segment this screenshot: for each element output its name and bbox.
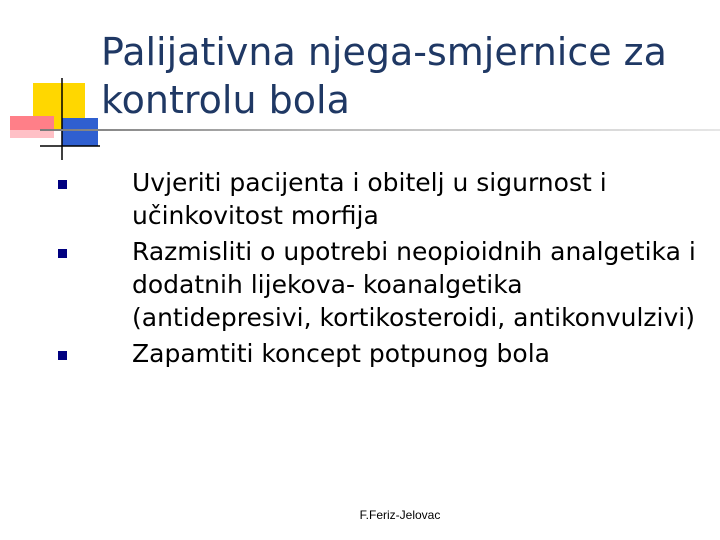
bullet-text: Razmisliti o upotrebi neopioidnih analgetika i dodatnih lijekova- koanalgetika (antidepresivi, kortikosteroidi, antikonvulzivi) bbox=[132, 237, 696, 332]
bullet-text: Uvjeriti pacijenta i obitelj u sigurnost i učinkovitost morfija bbox=[132, 168, 607, 230]
deco-red-bar bbox=[10, 116, 54, 130]
bullet-square-icon bbox=[58, 249, 67, 258]
deco-blue-square bbox=[62, 118, 98, 146]
decorative-squares-graphic bbox=[0, 0, 110, 170]
deco-pink-bar bbox=[10, 130, 54, 138]
slide-title: Palijativna njega-smjernice za kontrolu bola bbox=[101, 30, 667, 122]
bullet-text: Zapamtiti koncept potpunog bola bbox=[132, 339, 550, 368]
footer-author: F.Feriz-Jelovac bbox=[359, 508, 441, 522]
title-divider bbox=[40, 129, 720, 131]
bullet-list bbox=[56, 166, 696, 373]
bullet-item bbox=[56, 337, 696, 370]
bullet-item bbox=[56, 166, 696, 232]
bullet-square-icon bbox=[58, 180, 67, 189]
bullet-item bbox=[56, 235, 696, 334]
bullet-square-icon bbox=[58, 351, 67, 360]
